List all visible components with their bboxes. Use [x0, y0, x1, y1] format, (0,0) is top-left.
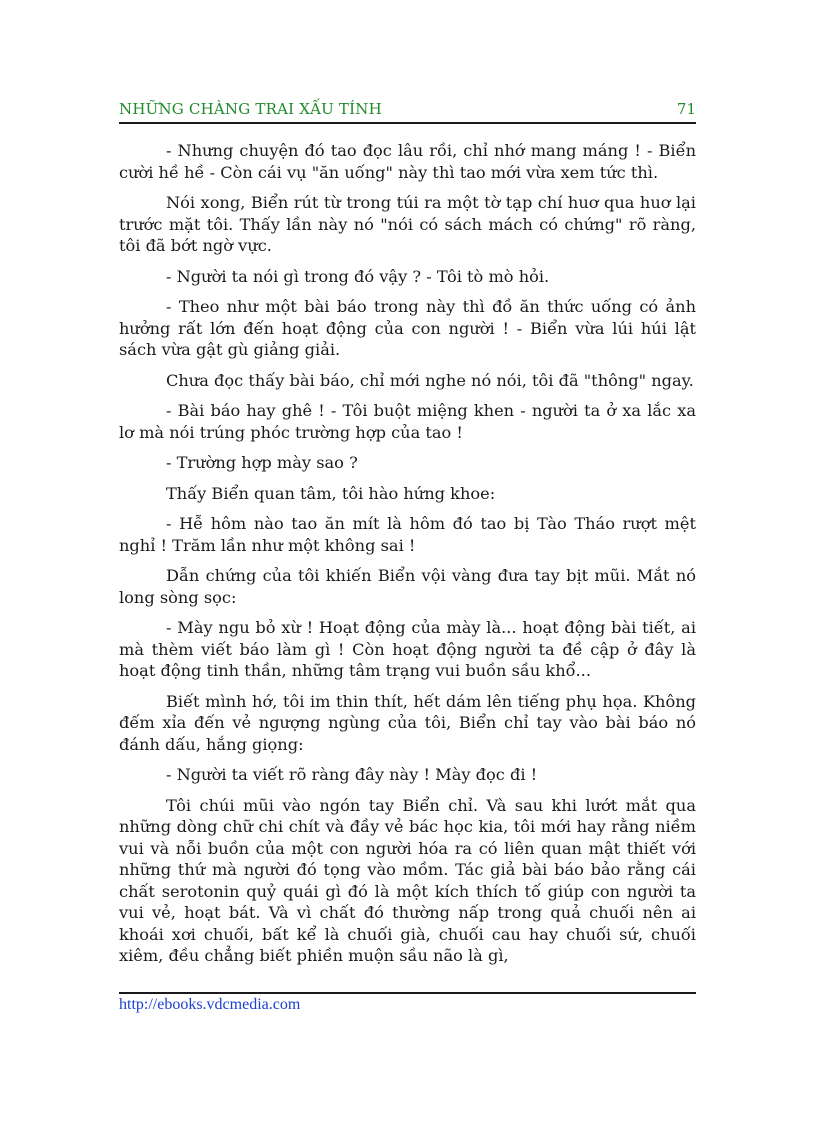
header-divider: [119, 122, 696, 124]
page-number: 71: [676, 100, 696, 118]
book-title: NHỮNG CHÀNG TRAI XẤU TÍNH: [119, 100, 382, 118]
paragraph: - Hễ hôm nào tao ăn mít là hôm đó tao bị Tào Tháo rượt mệt nghỉ ! Trăm lần như một không sai !: [119, 514, 696, 555]
running-header: [119, 100, 696, 124]
paragraph: - Người ta nói gì trong đó vậy ? - Tôi tò mò hỏi.: [166, 266, 550, 286]
footer-divider: [119, 992, 696, 994]
paragraph: Tôi chúi mũi vào ngón tay Biển chỉ. Và sau khi lướt mắt qua những dòng chữ chi chít và đầy vẻ bác học kia, tôi mới hay rằng niềm vui và nỗi buồn của một con người hóa ra có liên quan mật thiết với những thứ mà người đó tọng vào mồm. Tác giả bài báo bảo rằng cái chất serotonin quỷ quái gì đó là một kích thích tố giúp con người ta vui vẻ, hoạt bát. Và vì chất đó thường nấp trong quả chuối nên ai khoái xơi chuối, bất kể là chuối già, chuối cau hay chuối sứ, chuối xiêm, đều chẳng biết phiền muộn sầu não là gì,: [119, 795, 696, 965]
paragraph: - Theo như một bài báo trong này thì đồ ăn thức uống có ảnh hưởng rất lớn đến hoạt động của con người ! - Biển vừa lúi húi lật sách vừa gật gù giảng giải.: [119, 297, 696, 359]
paragraph: - Mày ngu bỏ xừ ! Hoạt động của mày là... hoạt động bài tiết, ai mà thèm viết báo làm gì ! Còn hoạt động người ta đề cập ở đây là hoạt động tinh thần, những tâm trạng vui buồn sầu khổ...: [119, 618, 696, 680]
paragraph: - Trường hợp mày sao ?: [166, 453, 358, 472]
paragraph: Nói xong, Biển rút từ trong túi ra một tờ tạp chí huơ qua huơ lại trước mặt tôi. Thấy lần này nó "nói có sách mách có chứng" rõ ràng, tôi đã bớt ngờ vực.: [119, 193, 696, 255]
footer-link[interactable]: http://ebooks.vdcmedia.com: [119, 996, 301, 1013]
paragraph: - Nhưng chuyện đó tao đọc lâu rồi, chỉ nhớ mang máng ! - Biển cười hề hề - Còn cái vụ "ăn uống" này thì tao mới vừa xem tức thì.: [119, 141, 696, 182]
paragraph: Biết mình hớ, tôi im thin thít, hết dám lên tiếng phụ họa. Không đếm xỉa đến vẻ ngượng ngùng của tôi, Biển chỉ tay vào bài báo nó đánh dấu, hắng giọng:: [119, 691, 696, 754]
paragraph: Chưa đọc thấy bài báo, chỉ mới nghe nó nói, tôi đã "thông" ngay.: [166, 370, 694, 390]
paragraph: - Người ta viết rõ ràng đây này ! Mày đọc đi !: [166, 765, 538, 784]
body-text: [119, 140, 696, 976]
paragraph: Thấy Biển quan tâm, tôi hào hứng khoe:: [166, 483, 496, 503]
paragraph: Dẫn chứng của tôi khiến Biển vội vàng đưa tay bịt mũi. Mắt nó long sòng sọc:: [119, 566, 696, 607]
paragraph: - Bài báo hay ghê ! - Tôi buột miệng khen - người ta ở xa lắc xa lơ mà nói trúng phóc trường hợp của tao !: [119, 401, 696, 442]
